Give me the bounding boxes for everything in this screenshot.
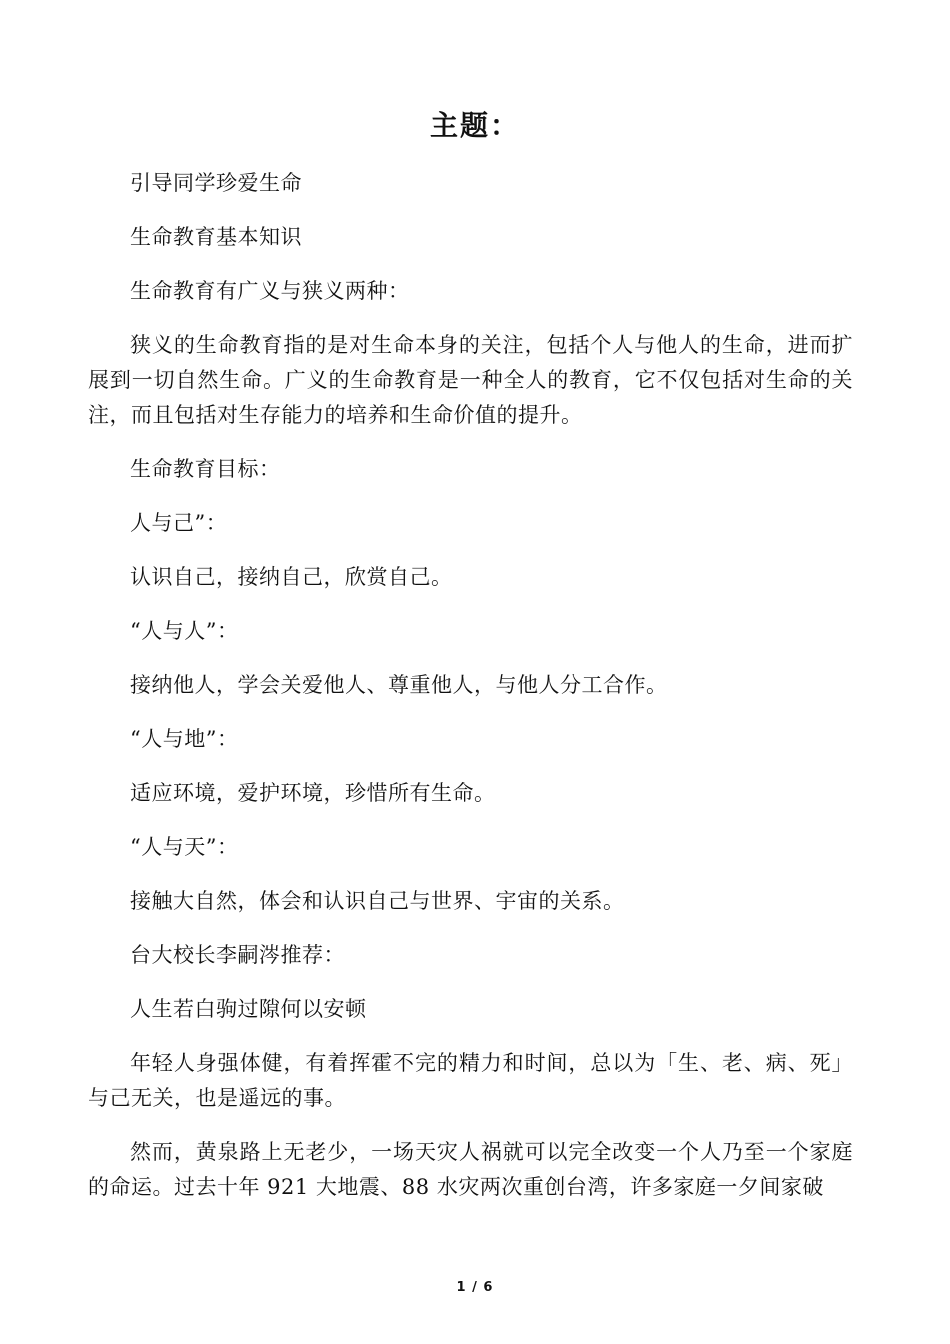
paragraph: “人与人”：	[130, 619, 239, 643]
paragraph: 生命教育基本知识	[130, 225, 302, 249]
paragraph: “人与地”：	[130, 727, 239, 751]
page-number: 1 / 6	[456, 1280, 494, 1295]
paragraph: 狭义的生命教育指的是对生命本身的关注，包括个人与他人的生命，进而扩展到一切自然生命。广义的生命教育是一种全人的教育，它不仅包括对生命的关注，而且包括对生存能力的培养和生命价值的提升。	[88, 333, 853, 427]
paragraph: 台大校长李嗣涔推荐：	[130, 943, 345, 967]
paragraph: 人与己”：	[130, 511, 228, 535]
paragraph: 接纳他人，学会关爱他人、尊重他人，与他人分工合作。	[130, 673, 668, 697]
paragraph: 适应环境，爱护环境，珍惜所有生命。	[130, 781, 496, 805]
paragraph: 生命教育有广义与狭义两种：	[130, 279, 410, 303]
paragraph: 然而，黄泉路上无老少，一场天灾人祸就可以完全改变一个人乃至一个家庭的命运。过去十年 921 大地震、88 水灾两次重创台湾，许多家庭一夕间家破	[88, 1140, 853, 1199]
paragraph: 生命教育目标：	[130, 457, 281, 481]
paragraph: 引导同学珍爱生命	[130, 171, 302, 195]
paragraph: 接触大自然，体会和认识自己与世界、宇宙的关系。	[130, 889, 625, 913]
paragraph: “人与天”：	[130, 835, 239, 859]
paragraph: 年轻人身强体健，有着挥霍不完的精力和时间，总以为「生、老、病、死」与己无关，也是遥远的事。	[88, 1051, 853, 1110]
document-body	[88, 166, 853, 1224]
paragraph: 认识自己，接纳自己，欣赏自己。	[130, 565, 453, 589]
document-title: 主题：	[429, 109, 520, 142]
paragraph: 人生若白驹过隙何以安顿	[130, 997, 367, 1021]
